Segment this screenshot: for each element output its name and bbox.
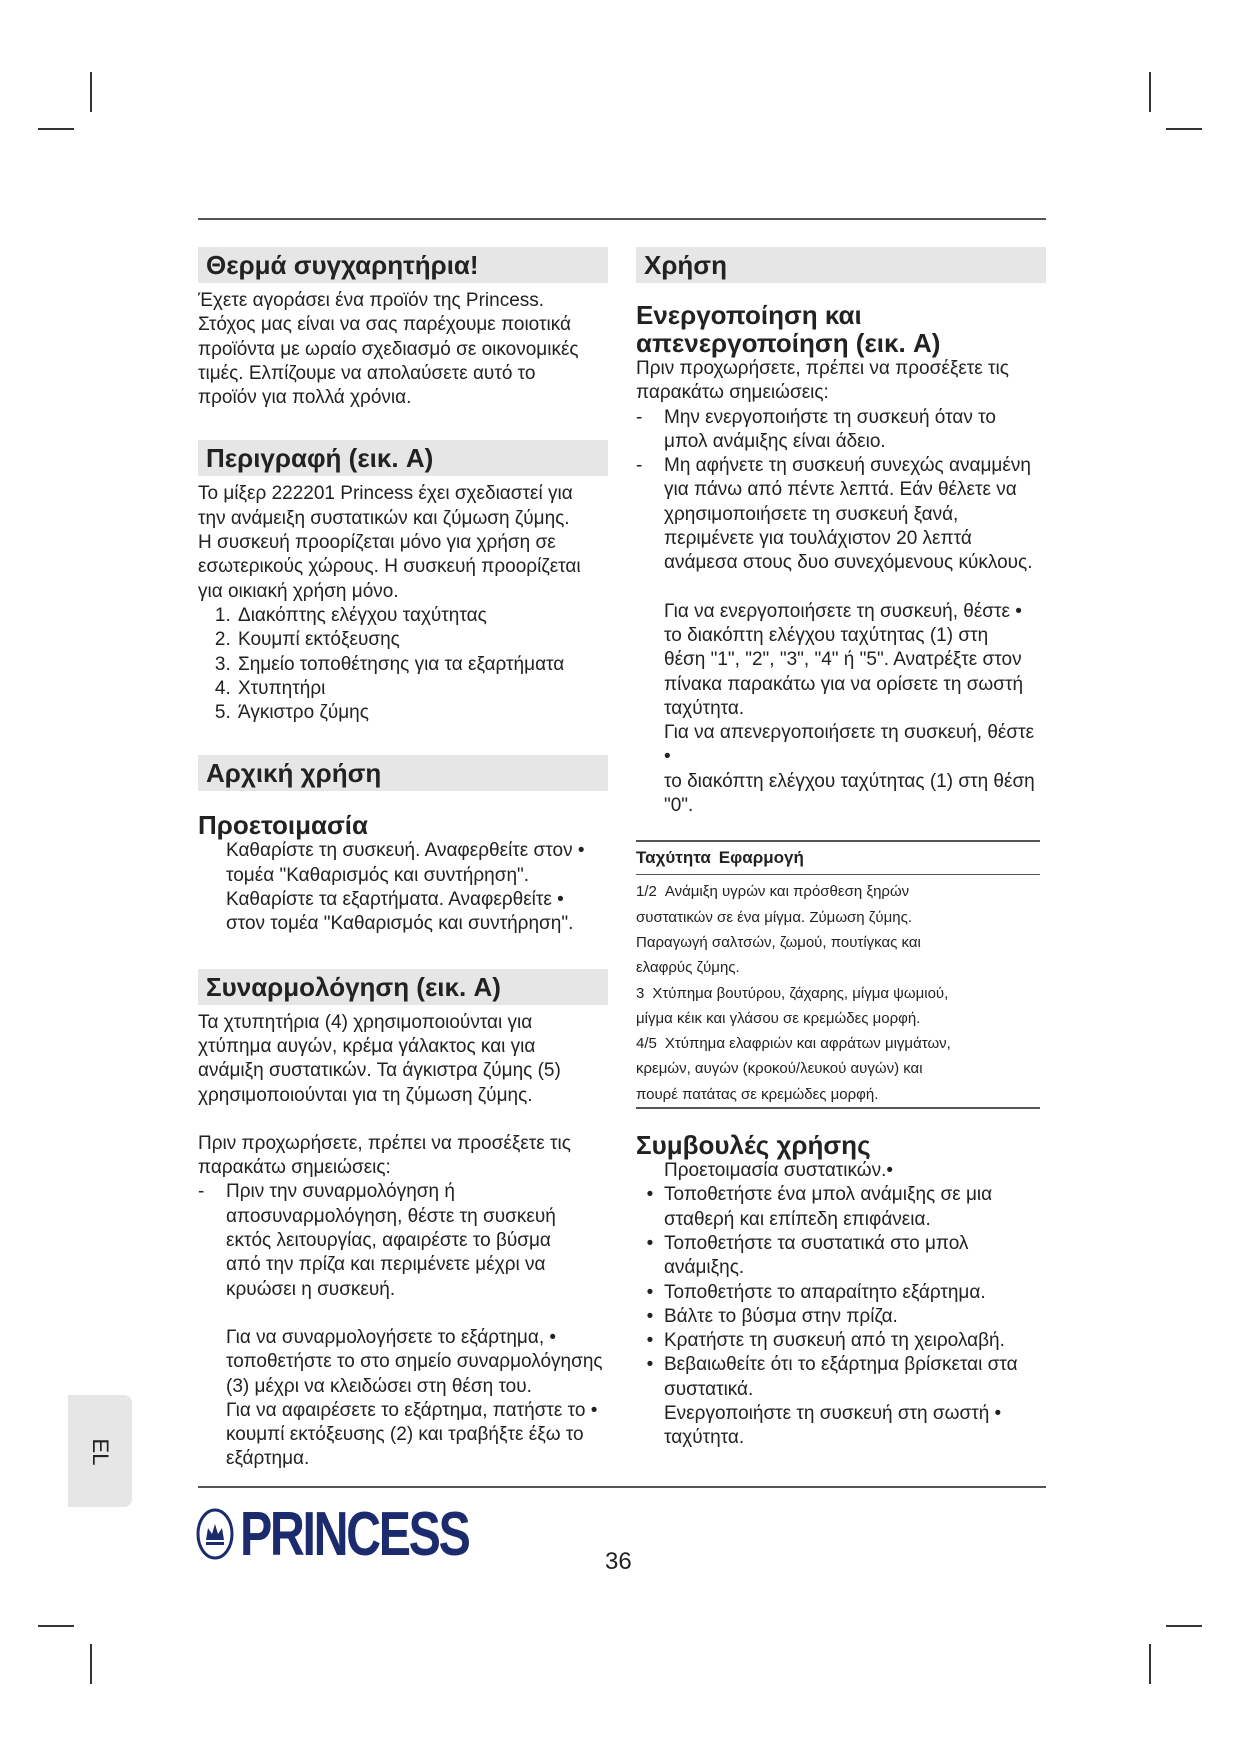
crop-mark	[1166, 1625, 1202, 1627]
table-speed: 4/5	[636, 1035, 657, 1053]
page-number: 36	[605, 1548, 632, 1575]
description-line: την ανάμειξη συστατικών και ζύμωση ζύμης.	[198, 507, 570, 529]
use-note-line: περιμένετε για τουλάχιστον 20 λεπτά	[664, 528, 972, 550]
right-column	[636, 247, 1046, 1451]
crop-mark	[38, 1625, 74, 1627]
assembly-note-intro: παρακάτω σημειώσεις:	[198, 1157, 391, 1179]
assembly-line: χτύπημα αυγών, κρέμα γάλακτος και για	[198, 1035, 536, 1057]
onoff-title: Ενεργοποίηση και	[636, 300, 862, 330]
assembly-step-line: τοποθετήστε το στο σημείο συναρμολόγησης	[226, 1351, 603, 1373]
table-header-application: Εφαρμογή	[718, 848, 804, 868]
language-tab-label: EL	[88, 1438, 113, 1466]
prep-line: Καθαρίστε τα εξαρτήματα. Αναφερθείτε •	[226, 889, 564, 911]
tip-line: ταχύτητα.	[664, 1427, 745, 1449]
tip-item	[636, 1281, 1046, 1305]
assembly-step-line: (3) μέχρι να κλειδώσει στη θέση του.	[226, 1375, 532, 1397]
language-tab	[68, 1395, 132, 1507]
tip-line: Τοποθετήστε ένα μπολ ανάμιξης σε μια	[664, 1184, 993, 1206]
assembly-note-line: αποσυναρμολόγηση, θέστε τη συσκευή	[226, 1205, 556, 1227]
assembly-step-line: κουμπί εκτόξευσης (2) και τραβήξτε έξω το	[226, 1424, 584, 1446]
bullet: •	[646, 1281, 654, 1303]
tip-item	[636, 1353, 1046, 1377]
bullet: •	[646, 1330, 654, 1352]
use-note-line: για πάνω από πέντε λεπτά. Εάν θέλετε να	[664, 479, 1017, 501]
crop-mark	[1149, 72, 1151, 112]
description-line: για οικιακή χρήση μόνο.	[198, 580, 399, 602]
use-note-line: χρησιμοποιήσετε τη συσκευή ξανά,	[664, 503, 959, 525]
onoff-title: απενεργοποίηση (εικ. A)	[636, 328, 941, 358]
list-item: 1. Διακόπτης ελέγχου ταχύτητας	[236, 604, 608, 628]
table-cell: ελαφρύς ζύμης.	[636, 959, 740, 977]
prep-line: τομέα "Καθαρισμός και συντήρηση".	[226, 864, 530, 886]
list-item: 5. Άγκιστρο ζύμης	[236, 701, 608, 725]
assembly-note-intro: Πριν προχωρήσετε, πρέπει να προσέξετε τις	[198, 1132, 571, 1154]
left-column	[198, 247, 608, 1472]
table-row	[636, 1031, 1040, 1056]
section-description-title: Περιγραφή (εικ. A)	[198, 440, 608, 476]
onoff-line: Για να ενεργοποιήσετε τη συσκευή, θέστε •	[664, 600, 1022, 622]
onoff-line: πίνακα παρακάτω για να ορίσετε τη σωστή	[664, 673, 1024, 695]
tips-title: Συμβουλές χρήσης	[636, 1130, 871, 1161]
congrats-line: Στόχος μας είναι να σας παρέχουμε ποιοτικά	[198, 314, 571, 336]
table-cell: Ανάμιξη υγρών και πρόσθεση ξηρών	[664, 883, 910, 901]
crop-mark	[38, 128, 74, 130]
table-cell: Παραγωγή σαλτσών, ζωμού, πουτίγκας και	[636, 933, 921, 951]
use-note-line: Μη αφήνετε τη συσκευή συνεχώς αναμμένη	[664, 455, 1031, 477]
table-cell: μίγμα κέικ και γλάσου σε κρεμώδες μορφή.	[636, 1009, 921, 1027]
tips-lead: Προετοιμασία συστατικών.•	[664, 1160, 894, 1182]
crop-mark	[90, 72, 92, 112]
assembly-note-line: Πριν την συναρμολόγηση ή	[226, 1181, 455, 1203]
crop-mark	[1149, 1644, 1151, 1684]
parts-list	[198, 604, 608, 725]
assembly-note-line: κρυώσει η συσκευή.	[226, 1278, 396, 1300]
dash-marker: -	[198, 1181, 205, 1203]
section-use-title: Χρήση	[636, 247, 1046, 283]
bullet: •	[646, 1305, 654, 1327]
onoff-line: Για να απενεργοποιήσετε τη συσκευή, θέστε •	[664, 722, 1035, 768]
table-row	[636, 981, 1040, 1006]
tip-item	[636, 1232, 1046, 1256]
onoff-line: θέση "1", "2", "3", "4" ή "5". Ανατρέξτε στον	[664, 649, 1022, 671]
assembly-note	[198, 1180, 608, 1204]
table-cell: Χτύπημα βουτύρου, ζάχαρης, μίγμα ψωμιού,	[652, 984, 949, 1002]
congrats-line: Έχετε αγοράσει ένα προϊόν της Princess.	[198, 290, 545, 311]
table-cell: πουρέ πατάτας σε κρεμώδες μορφή.	[636, 1085, 879, 1103]
table-cell: Χτύπημα ελαφριών και αφράτων μιγμάτων,	[664, 1035, 951, 1053]
bullet: •	[646, 1184, 654, 1206]
use-note-line: ανάμεσα στους δυο συνεχόμενους κύκλους.	[664, 552, 1033, 574]
tip-line: Βεβαιωθείτε ότι το εξάρτημα βρίσκεται στα	[664, 1354, 1018, 1376]
section-assembly-title: Συναρμολόγηση (εικ. A)	[198, 969, 608, 1005]
onoff-line: "0".	[664, 795, 694, 817]
section-first-use-title: Αρχική χρήση	[198, 755, 608, 791]
assembly-line: Τα χτυπητήρια (4) χρησιμοποιούνται για	[198, 1011, 533, 1033]
description-line: εσωτερικούς χώρους. Η συσκευή προορίζεται	[198, 556, 581, 578]
tip-line: Τοποθετήστε το απαραίτητο εξάρτημα.	[664, 1281, 986, 1303]
section-congrats-title: Θερμά συγχαρητήρια!	[198, 247, 608, 283]
bullet: •	[646, 1232, 654, 1254]
onoff-line: το διακόπτη ελέγχου ταχύτητας (1) στη	[664, 624, 989, 646]
use-note-line: μπολ ανάμιξης είναι άδειο.	[664, 430, 886, 452]
onoff-line: το διακόπτη ελέγχου ταχύτητας (1) στη θέση	[664, 770, 1035, 792]
crown-icon	[196, 1508, 234, 1560]
list-item: 4. Χτυπητήρι	[236, 677, 608, 701]
assembly-note-line: εκτός λειτουργίας, αφαιρέστε το βύσμα	[226, 1230, 551, 1252]
table-cell: κρεμών, αυγών (κροκού/λευκού αυγών) και	[636, 1060, 923, 1078]
tip-line: Κρατήστε τη συσκευή από τη χειρολαβή.	[664, 1330, 1005, 1352]
assembly-line: ανάμιξη συστατικών. Τα άγκιστρα ζύμης (5)	[198, 1060, 561, 1082]
onoff-line: ταχύτητα.	[664, 697, 745, 719]
tip-item	[636, 1305, 1046, 1329]
assembly-step-line: Για να συναρμολογήσετε το εξάρτημα, •	[226, 1326, 557, 1348]
description-line: Η συσκευή προορίζεται μόνο για χρήση σε	[198, 532, 556, 554]
tip-item	[636, 1329, 1046, 1353]
assembly-step-line: εξάρτημα.	[226, 1448, 310, 1470]
tip-line: σταθερή και επίπεδη επιφάνεια.	[664, 1208, 931, 1230]
use-note	[636, 406, 1046, 430]
bottom-rule	[198, 1486, 1046, 1488]
princess-logo	[196, 1500, 533, 1568]
table-speed: 3	[636, 984, 645, 1002]
crop-mark	[90, 1644, 92, 1684]
assembly-note-line: από την πρίζα και περιμένετε μέχρι να	[226, 1254, 546, 1276]
table-header-speed: Ταχύτητα	[636, 848, 711, 868]
top-rule	[198, 218, 1046, 220]
speed-table	[636, 840, 1040, 1109]
table-speed: 1/2	[636, 883, 657, 901]
tip-line: Βάλτε το βύσμα στην πρίζα.	[664, 1305, 898, 1327]
tip-item	[636, 1183, 1046, 1207]
tip-line: Τοποθετήστε τα συστατικά στο μπολ	[664, 1232, 969, 1254]
list-item: 3. Σημείο τοποθέτησης για τα εξαρτήματα	[236, 653, 608, 677]
prep-line: Καθαρίστε τη συσκευή. Αναφερθείτε στον •	[226, 840, 585, 862]
tip-line: συστατικά.	[664, 1378, 754, 1400]
assembly-step-line: Για να αφαιρέσετε το εξάρτημα, πατήστε το •	[226, 1399, 598, 1421]
description-line: Το μίξερ 222201 Princess έχει σχεδιαστεί για	[198, 483, 573, 505]
prep-line: στον τομέα "Καθαρισμός και συντήρηση".	[226, 913, 574, 935]
dash-marker: -	[636, 455, 643, 477]
bullet: •	[646, 1354, 654, 1376]
table-header	[636, 842, 1040, 875]
tip-line: Ενεργοποιήστε τη συσκευή στη σωστή •	[664, 1402, 1002, 1424]
congrats-line: προϊόν για πολλά χρόνια.	[198, 387, 412, 409]
use-note	[636, 454, 1046, 478]
list-item: 2. Κουμπί εκτόξευσης	[236, 628, 608, 652]
use-note-line: Μην ενεργοποιήστε τη συσκευή όταν το	[664, 406, 996, 428]
use-intro-line: παρακάτω σημειώσεις:	[636, 382, 829, 404]
assembly-line: χρησιμοποιούνται για τη ζύμωση ζύμης.	[198, 1084, 533, 1106]
table-cell: συστατικών σε ένα μίγμα. Ζύμωση ζύμης.	[636, 908, 913, 926]
congrats-line: προϊόντα με ωραίο σχεδιασμό σε οικονομικές	[198, 338, 579, 360]
brand-wordmark: PRINCESS	[240, 1499, 469, 1569]
congrats-line: τιμές. Ελπίζουμε να απολαύσετε αυτό το	[198, 362, 536, 384]
tip-line: ανάμιξης.	[664, 1257, 745, 1279]
crop-mark	[1166, 128, 1202, 130]
dash-marker: -	[636, 406, 643, 428]
prep-title: Προετοιμασία	[198, 810, 368, 841]
use-intro-line: Πριν προχωρήσετε, πρέπει να προσέξετε τις	[636, 358, 1009, 379]
table-row	[636, 879, 1040, 904]
